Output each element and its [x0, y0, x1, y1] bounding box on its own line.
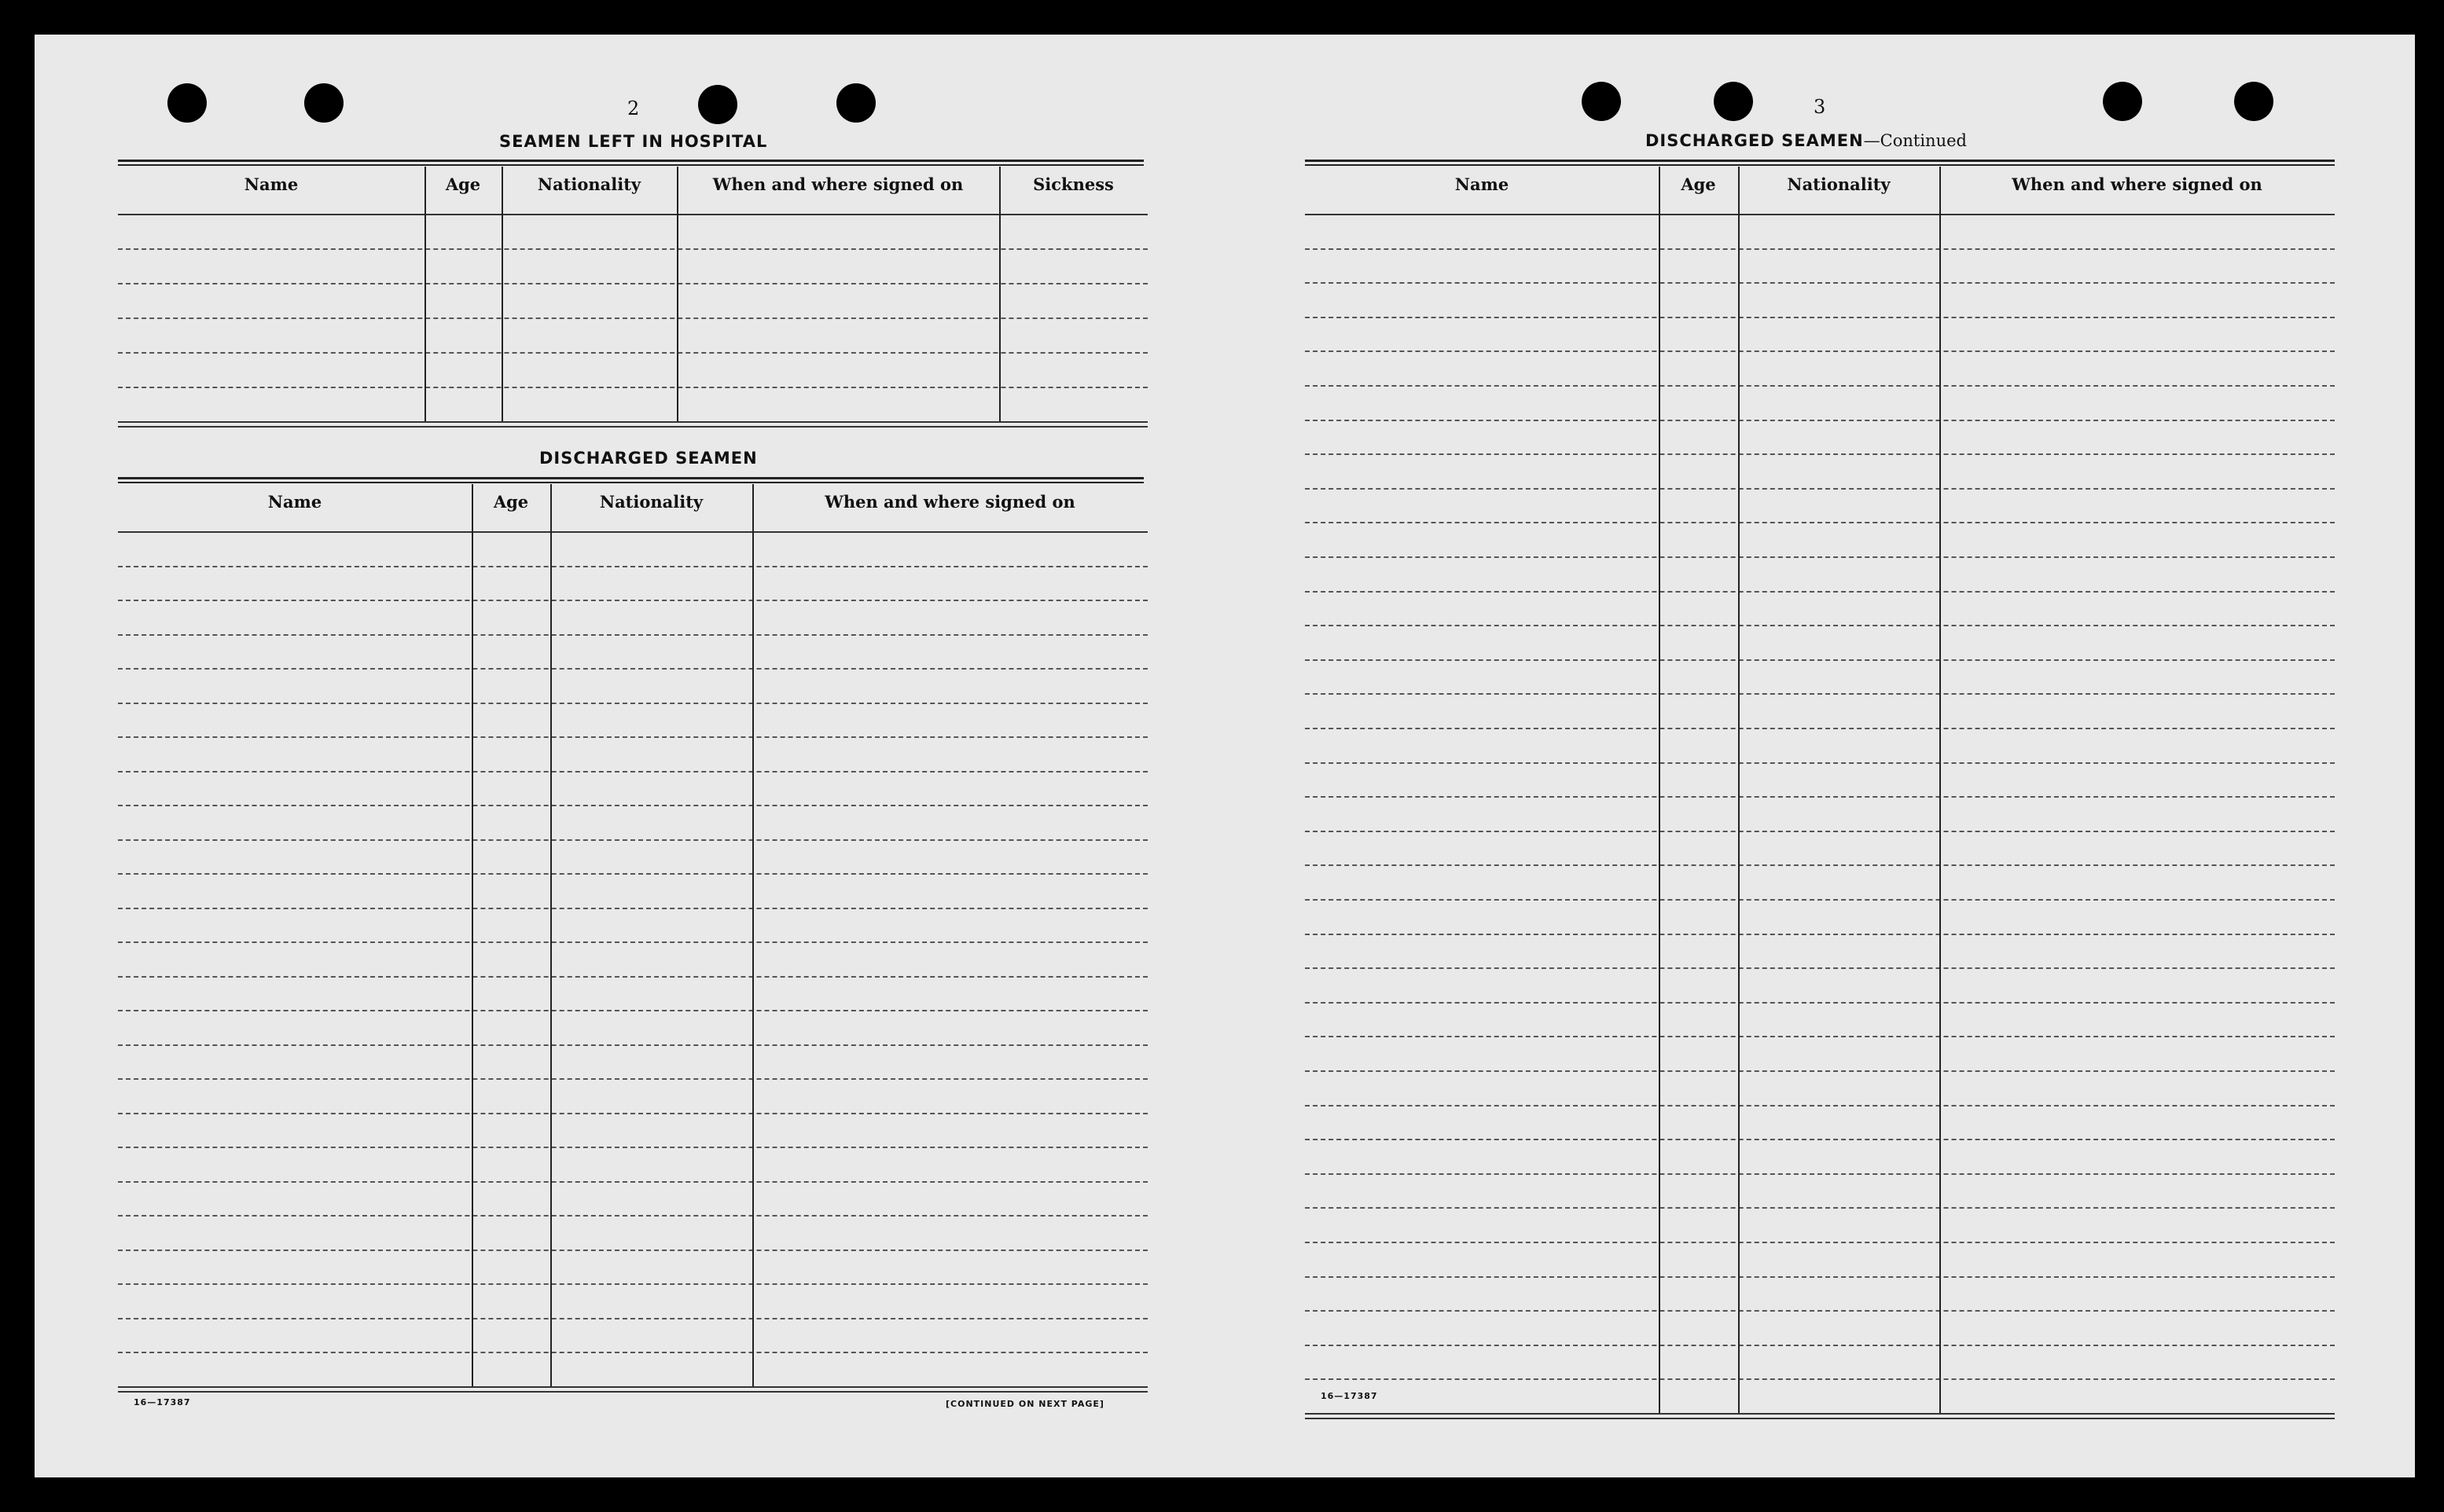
- hospital-row-line: [118, 352, 1148, 354]
- discharged-continued-header-age: Age: [1681, 174, 1716, 194]
- discharged-row-line: [118, 1010, 1148, 1011]
- discharged-continued-row-line: [1305, 385, 2335, 387]
- discharged-continued-row-line: [1305, 350, 2335, 352]
- double-rule: [118, 477, 1144, 483]
- discharged-continued-row-line: [1305, 762, 2335, 764]
- page-number-right: 3: [1814, 96, 1826, 118]
- discharged-continued-row-line: [1305, 1105, 2335, 1106]
- discharged-continued-row-line: [1305, 488, 2335, 490]
- form-number-left: 16—17387: [134, 1397, 191, 1407]
- discharged-row-line: [118, 600, 1148, 601]
- discharged-header-rule: [118, 531, 1148, 533]
- hospital-column-divider: [424, 167, 426, 421]
- hospital-header-when-and-where-signed-on: When and where signed on: [712, 174, 964, 194]
- discharged-continued-row-line: [1305, 1002, 2335, 1004]
- discharged-continued-header-name: Name: [1454, 174, 1509, 194]
- discharged-row-line: [118, 873, 1148, 875]
- discharged-row-line: [118, 634, 1148, 636]
- discharged-column-divider: [752, 484, 754, 1386]
- punch-hole: [167, 83, 207, 123]
- discharged-continued-row-line: [1305, 967, 2335, 969]
- hospital-column-divider: [999, 167, 1001, 421]
- discharged-header-age: Age: [493, 492, 529, 512]
- discharged-continued-row-line: [1305, 934, 2335, 935]
- discharged-continued-row-line: [1305, 1207, 2335, 1209]
- discharged-row-line: [118, 1215, 1148, 1217]
- discharged-continued-row-line: [1305, 728, 2335, 729]
- discharged-continued-row-line: [1305, 625, 2335, 626]
- discharged-column-divider: [472, 484, 473, 1386]
- discharged-continued-row-line: [1305, 1378, 2335, 1380]
- discharged-row-line: [118, 1044, 1148, 1046]
- discharged-continued-column-divider: [1738, 167, 1740, 1413]
- discharged-bottom-rule: [118, 1391, 1148, 1393]
- hospital-column-divider: [502, 167, 503, 421]
- discharged-row-line: [118, 771, 1148, 773]
- discharged-continued-row-line: [1305, 1139, 2335, 1140]
- continued-note: [CONTINUED ON NEXT PAGE]: [946, 1399, 1104, 1409]
- punch-hole: [2234, 82, 2273, 121]
- discharged-continued-row-line: [1305, 248, 2335, 250]
- discharged-continued-row-line: [1305, 796, 2335, 798]
- discharged-continued-row-line: [1305, 1036, 2335, 1037]
- discharged-continued-row-line: [1305, 453, 2335, 455]
- discharged-row-line: [118, 1147, 1148, 1148]
- discharged-row-line: [118, 839, 1148, 841]
- punch-hole: [2103, 82, 2142, 121]
- discharged-continued-row-line: [1305, 864, 2335, 866]
- discharged-row-line: [118, 976, 1148, 978]
- discharged-continued-header-when-and-where-signed-on: When and where signed on: [2012, 174, 2262, 194]
- hospital-row-line: [118, 248, 1148, 250]
- discharged-continued-row-line: [1305, 420, 2335, 421]
- discharged-continued-column-divider: [1939, 167, 1941, 1413]
- discharged-row-line: [118, 908, 1148, 909]
- punch-hole: [698, 85, 737, 124]
- discharged-header-name: Name: [267, 492, 322, 512]
- section-title-seamen-left-in-hospital: SEAMEN LEFT IN HOSPITAL: [499, 132, 768, 151]
- discharged-continued-header-nationality: Nationality: [1787, 174, 1891, 194]
- title-bold: DISCHARGED SEAMEN: [1645, 131, 1864, 150]
- discharged-continued-row-line: [1305, 899, 2335, 901]
- discharged-row-line: [118, 1113, 1148, 1114]
- discharged-column-divider: [550, 484, 552, 1386]
- discharged-row-line: [118, 668, 1148, 670]
- hospital-header-nationality: Nationality: [537, 174, 641, 194]
- discharged-continued-row-line: [1305, 1070, 2335, 1072]
- discharged-continued-row-line: [1305, 1413, 2335, 1415]
- hospital-row-line: [118, 283, 1148, 284]
- punch-hole: [304, 83, 344, 123]
- discharged-header-nationality: Nationality: [599, 492, 704, 512]
- discharged-row-line: [118, 736, 1148, 738]
- discharged-row-line: [118, 1386, 1148, 1388]
- hospital-row-line: [118, 387, 1148, 388]
- hospital-row-line: [118, 317, 1148, 319]
- discharged-row-line: [118, 1078, 1148, 1080]
- discharged-row-line: [118, 703, 1148, 704]
- discharged-row-line: [118, 1352, 1148, 1353]
- discharged-continued-row-line: [1305, 1345, 2335, 1346]
- punch-hole: [836, 83, 876, 123]
- discharged-continued-row-line: [1305, 1242, 2335, 1243]
- discharged-continued-header-rule: [1305, 214, 2335, 215]
- discharged-continued-row-line: [1305, 831, 2335, 832]
- discharged-continued-row-line: [1305, 693, 2335, 695]
- hospital-header-name: Name: [244, 174, 299, 194]
- hospital-row-line: [118, 421, 1148, 423]
- discharged-header-when-and-where-signed-on: When and where signed on: [825, 492, 1075, 512]
- section-title-discharged-seamen-continued: [1645, 131, 1967, 150]
- discharged-row-line: [118, 1318, 1148, 1319]
- hospital-header-rule: [118, 214, 1148, 215]
- discharged-row-line: [118, 1283, 1148, 1285]
- discharged-row-line: [118, 1250, 1148, 1251]
- double-rule: [1305, 160, 2335, 166]
- hospital-header-age: Age: [445, 174, 481, 194]
- discharged-continued-row-line: [1305, 522, 2335, 523]
- hospital-column-divider: [677, 167, 678, 421]
- title-suffix: —Continued: [1863, 131, 1967, 150]
- punch-hole: [1714, 82, 1753, 121]
- form-number-right: 16—17387: [1321, 1391, 1378, 1401]
- discharged-continued-bottom-rule: [1305, 1418, 2335, 1419]
- discharged-continued-row-line: [1305, 1276, 2335, 1278]
- document-sheet: [35, 35, 2415, 1477]
- discharged-row-line: [118, 566, 1148, 567]
- discharged-continued-row-line: [1305, 591, 2335, 593]
- discharged-continued-row-line: [1305, 317, 2335, 318]
- hospital-header-sickness: Sickness: [1033, 174, 1114, 194]
- double-rule: [118, 160, 1144, 166]
- discharged-row-line: [118, 941, 1148, 943]
- section-title-discharged-seamen: DISCHARGED SEAMEN: [539, 449, 758, 468]
- discharged-continued-row-line: [1305, 1173, 2335, 1175]
- discharged-continued-row-line: [1305, 556, 2335, 558]
- punch-hole: [1582, 82, 1621, 121]
- discharged-row-line: [118, 1181, 1148, 1183]
- discharged-continued-row-line: [1305, 1310, 2335, 1312]
- discharged-continued-row-line: [1305, 659, 2335, 661]
- page-number-left: 2: [627, 97, 640, 119]
- discharged-continued-row-line: [1305, 282, 2335, 284]
- hospital-bottom-rule: [118, 426, 1148, 428]
- discharged-row-line: [118, 805, 1148, 806]
- discharged-continued-column-divider: [1659, 167, 1660, 1413]
